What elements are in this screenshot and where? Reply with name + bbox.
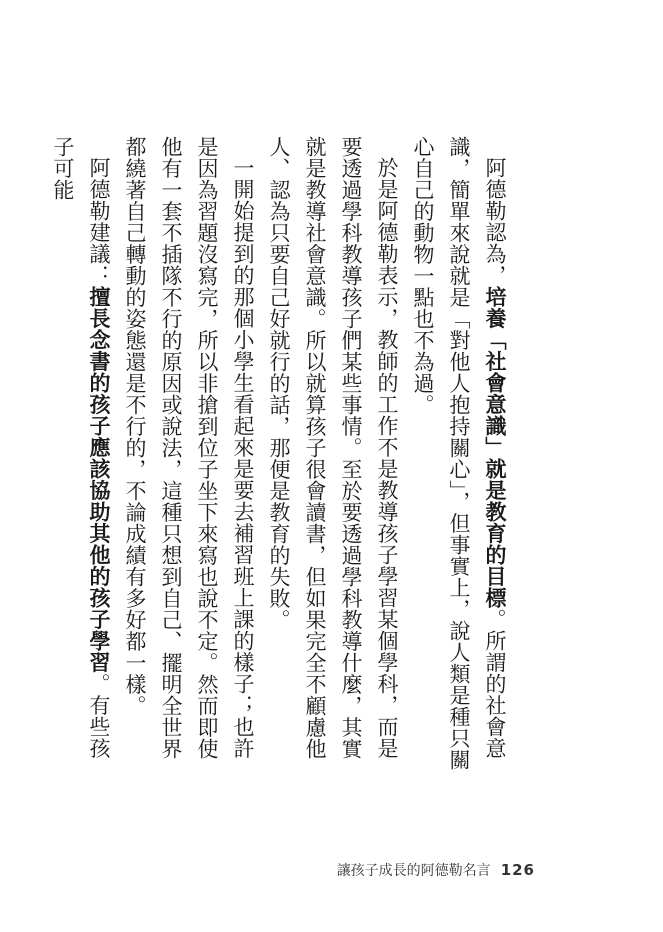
- paragraph-3: 一開始提到的那個小學生看起來是要去補習班上課的樣子；也許是因為習題沒寫完，所以非搶到位子坐下來寫也說不定。然而即使他有一套不插隊不行的原因或說法，這種只想到自己、擺明全世界都繞著自己轉動的姿態還是不行的，不論成績有多好都一樣。: [123, 136, 255, 760]
- paragraph-1-bold: 培養「社會意識」就是教育的目標: [483, 286, 508, 609]
- paragraph-1-text-2: 。所謂的社會意識，簡單來說就是「對他人抱持關心」，但事實上，說人類是種只關心自己的動物一點也不為過。: [411, 136, 507, 771]
- page-number: 126: [500, 861, 535, 879]
- book-title: 讓孩子成長的阿德勒名言: [336, 863, 491, 879]
- paragraph-4-text-1: 阿德勒建議：: [87, 157, 111, 286]
- paragraph-4-text-2: 。有些孩子可能: [51, 136, 111, 759]
- paragraph-1-text-1: 阿德勒認為，: [483, 157, 507, 286]
- vertical-body-text: [45, 136, 513, 776]
- page-footer: [337, 860, 535, 880]
- paragraph-4: [45, 136, 117, 776]
- paragraph-4-bold: 擅長念書的孩子應該協助其他的孩子學習: [87, 286, 112, 673]
- paragraph-1: [405, 136, 513, 776]
- paragraph-2: 於是阿德勒表示，教師的工作不是教導孩子學習某個學科，而是要透過學科教導孩子們某些事情。至於要透過學科教導什麼，其實就是教導社會意識。所以就算孩子很會讀書，但如果完全不顧慮他人、認為只要自己好就行的話，那便是教育的失敗。: [267, 136, 399, 760]
